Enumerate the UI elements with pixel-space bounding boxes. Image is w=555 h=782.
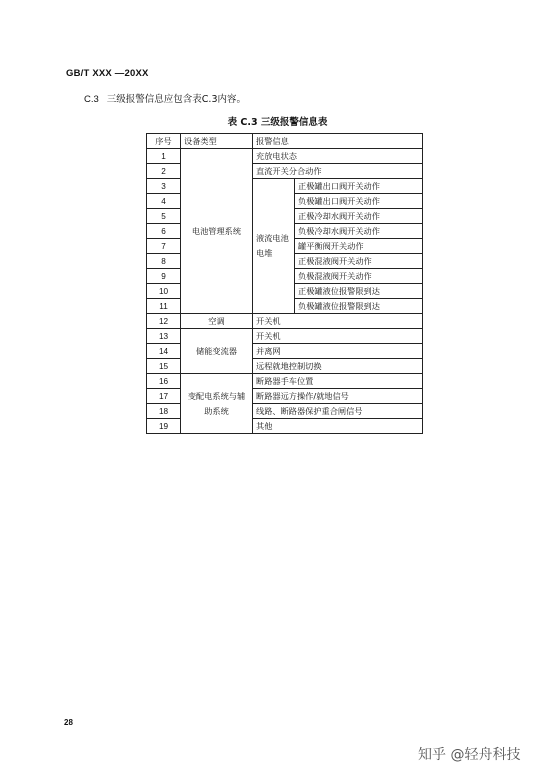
row-no: 15 bbox=[147, 359, 181, 374]
row-no: 2 bbox=[147, 164, 181, 179]
alarm-info: 正极混液阀开关动作 bbox=[295, 254, 423, 269]
alarm-info: 正极冷却水阀开关动作 bbox=[295, 209, 423, 224]
alarm-info: 充放电状态 bbox=[253, 149, 423, 164]
row-no: 17 bbox=[147, 389, 181, 404]
row-no: 18 bbox=[147, 404, 181, 419]
watermark: 知乎 @轻舟科技 bbox=[418, 747, 521, 763]
clause-text: 三级报警信息应包含表C.3内容。 bbox=[106, 94, 246, 105]
row-no: 8 bbox=[147, 254, 181, 269]
row-no: 10 bbox=[147, 284, 181, 299]
alarm-info: 其他 bbox=[253, 419, 423, 434]
row-no: 16 bbox=[147, 374, 181, 389]
col-header-device-type: 设备类型 bbox=[181, 134, 253, 149]
table-header-row bbox=[147, 134, 423, 149]
row-no: 13 bbox=[147, 329, 181, 344]
table-row bbox=[147, 314, 423, 329]
table-caption: 表 C.3 三级报警信息表 bbox=[227, 117, 328, 128]
row-no: 3 bbox=[147, 179, 181, 194]
alarm-info: 直流开关分合动作 bbox=[253, 164, 423, 179]
alarm-info: 罐平衡阀开关动作 bbox=[295, 239, 423, 254]
device-type-hvac: 空调 bbox=[181, 314, 253, 329]
row-no: 6 bbox=[147, 224, 181, 239]
table-row bbox=[147, 329, 423, 344]
device-type-pcs: 储能变流器 bbox=[181, 329, 253, 374]
sub-type-flow-stack: 液流电池电堆 bbox=[253, 179, 295, 314]
col-header-alarm-info: 报警信息 bbox=[253, 134, 423, 149]
row-no: 9 bbox=[147, 269, 181, 284]
clause-number: C.3 bbox=[84, 94, 99, 105]
row-no: 5 bbox=[147, 209, 181, 224]
alarm-info: 正极罐出口阀开关动作 bbox=[295, 179, 423, 194]
alarm-info-table bbox=[146, 133, 423, 434]
standard-code: GB/T XXX —20XX bbox=[66, 68, 149, 79]
alarm-info: 断路器手车位置 bbox=[253, 374, 423, 389]
row-no: 4 bbox=[147, 194, 181, 209]
device-type-substation: 变配电系统与辅助系统 bbox=[181, 374, 253, 434]
alarm-info: 开关机 bbox=[253, 314, 423, 329]
page-number: 28 bbox=[64, 718, 73, 727]
row-no: 7 bbox=[147, 239, 181, 254]
col-header-no: 序号 bbox=[147, 134, 181, 149]
row-no: 1 bbox=[147, 149, 181, 164]
alarm-info: 负极罐出口阀开关动作 bbox=[295, 194, 423, 209]
row-no: 19 bbox=[147, 419, 181, 434]
alarm-info: 负极罐液位报警限到达 bbox=[295, 299, 423, 314]
table-row bbox=[147, 149, 423, 164]
alarm-info: 负极混液阀开关动作 bbox=[295, 269, 423, 284]
alarm-info: 正极罐液位报警限到达 bbox=[295, 284, 423, 299]
alarm-info: 负极冷却水阀开关动作 bbox=[295, 224, 423, 239]
table-row bbox=[147, 374, 423, 389]
alarm-info: 远程就地控制切换 bbox=[253, 359, 423, 374]
alarm-info: 断路器远方操作/就地信号 bbox=[253, 389, 423, 404]
clause-paragraph bbox=[84, 91, 246, 105]
alarm-info: 并离网 bbox=[253, 344, 423, 359]
alarm-info: 线路、断路器保护重合闸信号 bbox=[253, 404, 423, 419]
device-type-battery: 电池管理系统 bbox=[181, 149, 253, 314]
alarm-info: 开关机 bbox=[253, 329, 423, 344]
row-no: 14 bbox=[147, 344, 181, 359]
row-no: 12 bbox=[147, 314, 181, 329]
row-no: 11 bbox=[147, 299, 181, 314]
